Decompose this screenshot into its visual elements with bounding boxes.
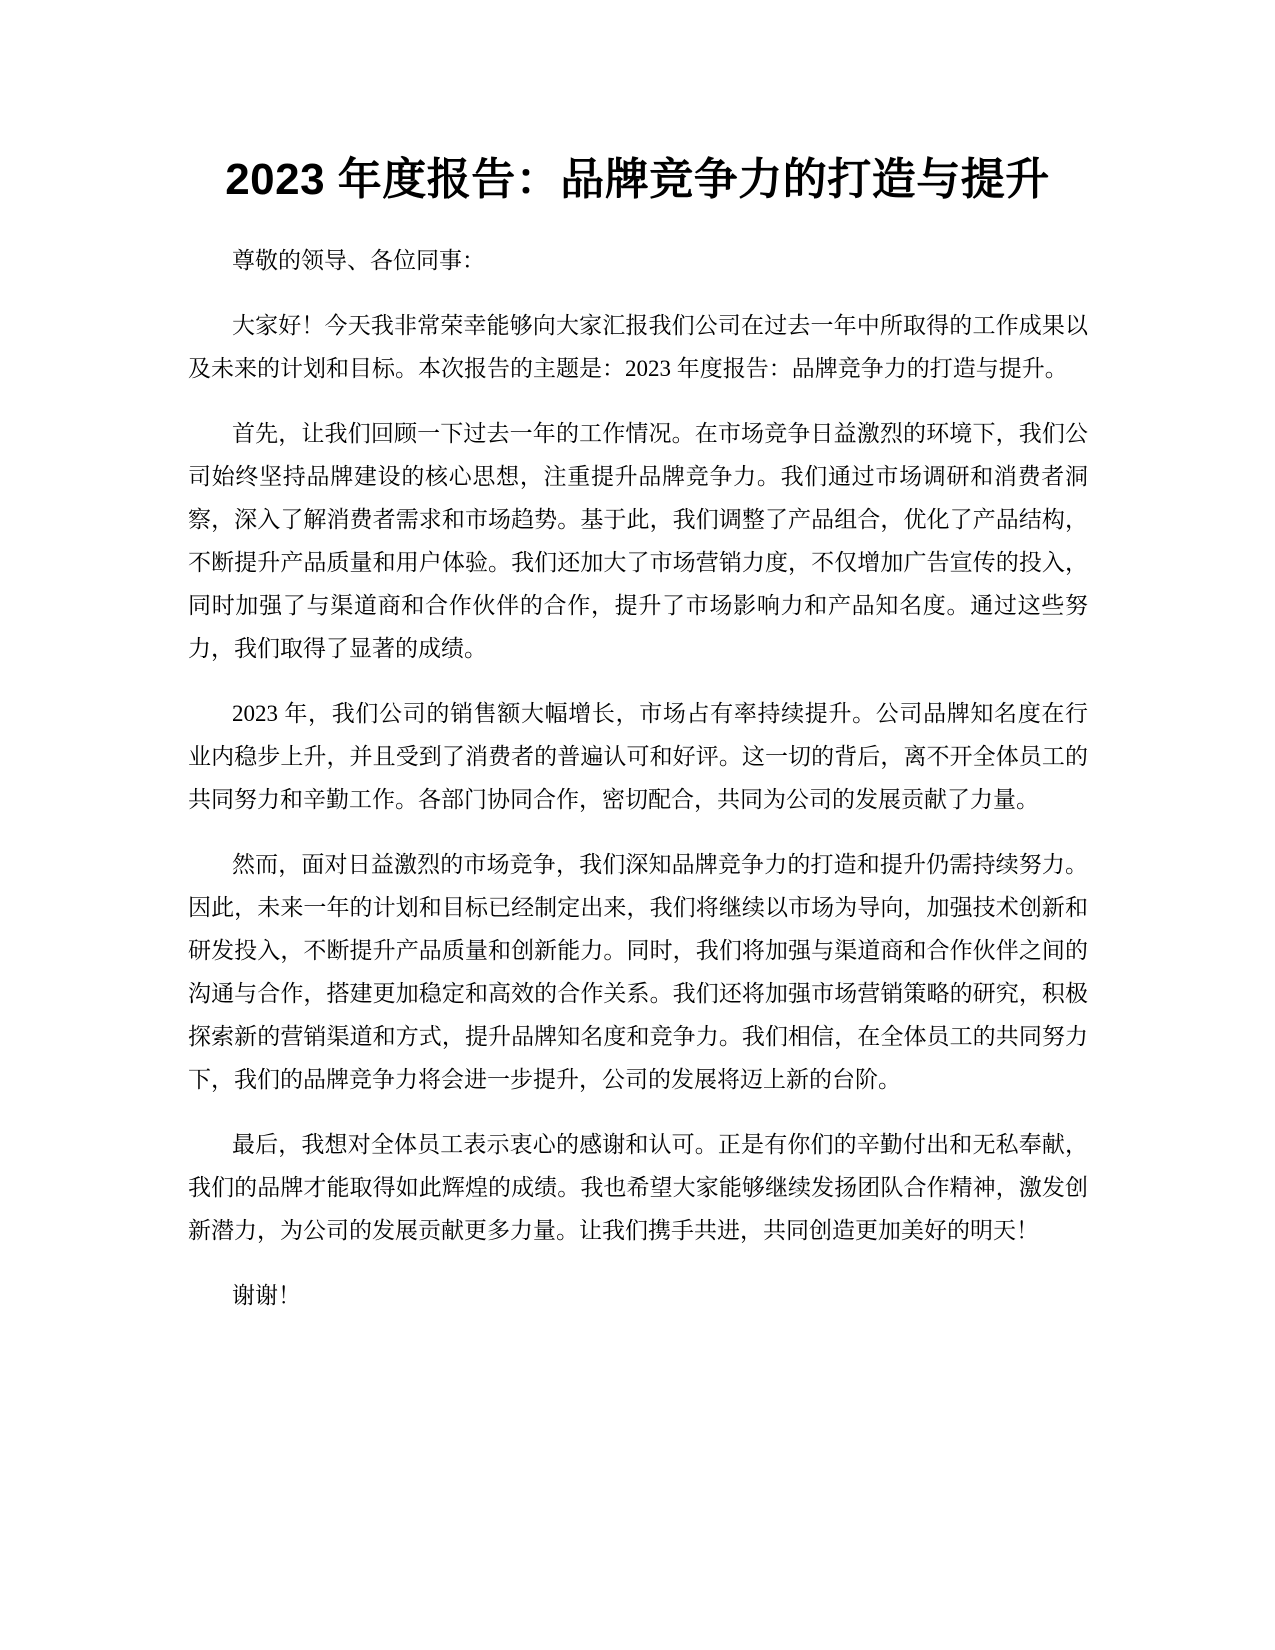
plan-paragraph: 然而，面对日益激烈的市场竞争，我们深知品牌竞争力的打造和提升仍需持续努力。因此，未来一年的计划和目标已经制定出来，我们将继续以市场为导向，加强技术创新和研发投入，不断提升产品质量和创新能力。同时，我们将加强与渠道商和合作伙伴之间的沟通与合作，搭建更加稳定和高效的合作关系。我们还将加强市场营销策略的研究，积极探索新的营销渠道和方式，提升品牌知名度和竞争力。我们相信，在全体员工的共同努力下，我们的品牌竞争力将会进一步提升，公司的发展将迈上新的台阶。 [188, 852, 1088, 1092]
salutation-paragraph: 尊敬的领导、各位同事： [232, 248, 485, 273]
document-title: 2023 年度报告：品牌竞争力的打造与提升 [225, 155, 1050, 204]
document-body [188, 239, 1088, 1339]
results-paragraph: 2023 年，我们公司的销售额大幅增长，市场占有率持续提升。公司品牌知名度在行业内稳步上升，并且受到了消费者的普遍认可和好评。这一切的背后，离不开全体员工的共同努力和辛勤工作。各部门协同合作，密切配合，共同为公司的发展贡献了力量。 [188, 701, 1088, 812]
review-paragraph: 首先，让我们回顾一下过去一年的工作情况。在市场竞争日益激烈的环境下，我们公司始终坚持品牌建设的核心思想，注重提升品牌竞争力。我们通过市场调研和消费者洞察，深入了解消费者需求和市场趋势。基于此，我们调整了产品组合，优化了产品结构，不断提升产品质量和用户体验。我们还加大了市场营销力度，不仅增加广告宣传的投入，同时加强了与渠道商和合作伙伴的合作，提升了市场影响力和产品知名度。通过这些努力，我们取得了显著的成绩。 [188, 421, 1088, 661]
thanks-paragraph: 最后，我想对全体员工表示衷心的感谢和认可。正是有你们的辛勤付出和无私奉献，我们的品牌才能取得如此辉煌的成绩。我也希望大家能够继续发扬团队合作精神，激发创新潜力，为公司的发展贡献更多力量。让我们携手共进，共同创造更加美好的明天！ [188, 1132, 1088, 1243]
intro-paragraph: 大家好！今天我非常荣幸能够向大家汇报我们公司在过去一年中所取得的工作成果以及未来的计划和目标。本次报告的主题是：2023 年度报告：品牌竞争力的打造与提升。 [188, 313, 1088, 381]
closing-paragraph: 谢谢！ [232, 1283, 301, 1308]
